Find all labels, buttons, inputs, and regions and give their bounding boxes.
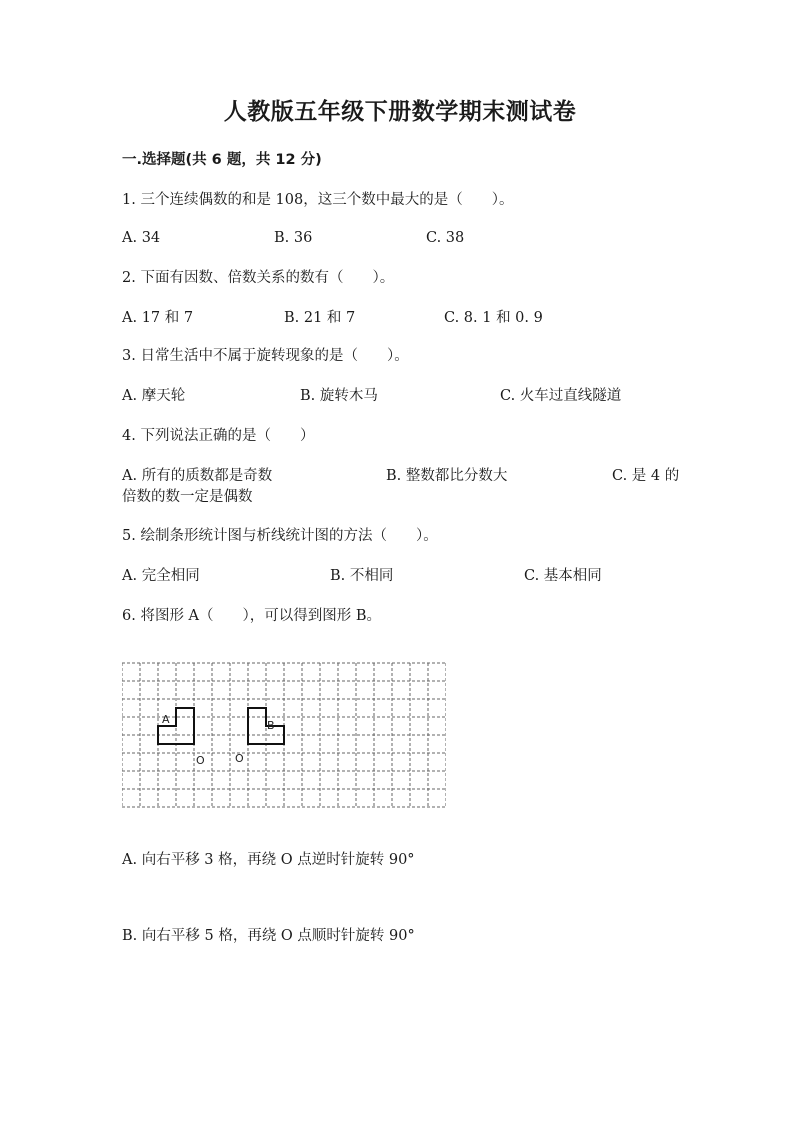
question-3-option-c[interactable]: C. 火车过直线隧道 (500, 388, 622, 404)
question-4-option-c-continuation: 倍数的数一定是偶数 (122, 489, 253, 505)
question-4-option-c[interactable]: C. 是 4 的 (612, 468, 680, 484)
question-4-option-b[interactable]: B. 整数都比分数大 (386, 468, 508, 484)
shape-a-label: A (162, 713, 170, 726)
center-b-label: O (235, 752, 244, 765)
question-3-option-b[interactable]: B. 旋转木马 (300, 388, 378, 404)
question-6-option-a[interactable]: A. 向右平移 3 格，再绕 O 点逆时针旋转 90° (122, 852, 415, 868)
question-1-stem: 1. 三个连续偶数的和是 108，这三个数中最大的是（ ）。 (122, 192, 514, 208)
question-1-option-b[interactable]: B. 36 (274, 230, 313, 246)
question-4-stem: 4. 下列说法正确的是（ ） (122, 428, 315, 444)
question-2-option-b[interactable]: B. 21 和 7 (284, 310, 356, 326)
shape-b-label: B (267, 719, 275, 732)
question-5-stem: 5. 绘制条形统计图与析线统计图的方法（ ）。 (122, 528, 438, 544)
question-3-option-a[interactable]: A. 摩天轮 (122, 388, 186, 404)
grid-figure (122, 660, 446, 808)
question-6-option-b[interactable]: B. 向右平移 5 格，再绕 O 点顺时针旋转 90° (122, 928, 415, 944)
question-6-stem: 6. 将图形 A（ ），可以得到图形 B。 (122, 608, 382, 624)
question-2-option-c[interactable]: C. 8. 1 和 0. 9 (444, 310, 543, 326)
question-4-option-a[interactable]: A. 所有的质数都是奇数 (122, 468, 273, 484)
question-2-option-a[interactable]: A. 17 和 7 (122, 310, 194, 326)
question-5-option-c[interactable]: C. 基本相同 (524, 568, 602, 584)
question-1-option-c[interactable]: C. 38 (426, 230, 465, 246)
question-1-option-a[interactable]: A. 34 (122, 230, 161, 246)
center-a-label: O (196, 754, 205, 767)
question-5-option-a[interactable]: A. 完全相同 (122, 568, 200, 584)
question-5-option-b[interactable]: B. 不相同 (330, 568, 394, 584)
section-heading: 一.选择题(共 6 题，共 12 分) (122, 152, 322, 168)
question-2-stem: 2. 下面有因数、倍数关系的数有（ ）。 (122, 270, 395, 286)
page-title: 人教版五年级下册数学期末测试卷 (223, 99, 577, 125)
question-3-stem: 3. 日常生活中不属于旋转现象的是（ ）。 (122, 348, 409, 364)
